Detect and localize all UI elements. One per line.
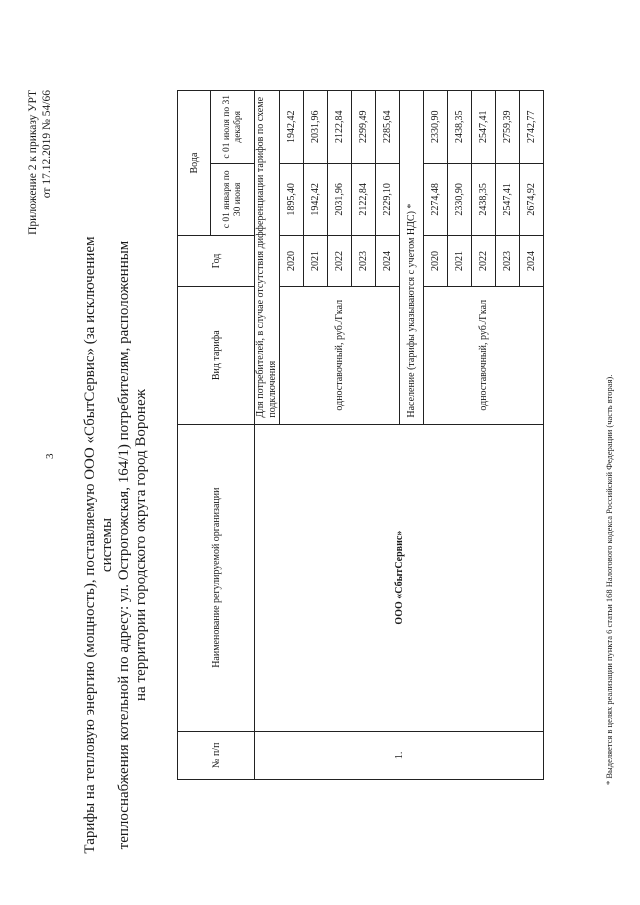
value-cell: 2299,49 [352,91,376,164]
header-num: № п/п [178,731,255,779]
value-cell: 2122,84 [352,163,376,236]
value-cell: 2438,35 [448,91,472,164]
org-name: ООО «СбытСервис» [255,424,544,731]
year-cell: 2023 [352,236,376,287]
value-cell: 2274,48 [424,163,448,236]
tariff-table [177,90,544,780]
value-cell: 2122,84 [328,91,352,164]
header-period-2: с 01 июля по 31 декабря [211,91,255,164]
footnote: * Выделяется в целях реализации пункта 6 статьи 168 Налогового кодекса Российской Федерации (часть вторая). [604,374,614,785]
value-cell: 2674,92 [520,163,544,236]
section-row [255,91,280,780]
section-title: Население (тарифы указываются с учетом НДС) * [400,91,424,425]
document-title [82,225,150,865]
header-tariff-type: Вид тарифа [178,286,255,424]
section-title: Для потребителей, в случае отсутствия дифференциации тарифов по схеме подключения [255,91,280,425]
year-cell: 2021 [304,236,328,287]
value-cell: 2031,96 [328,163,352,236]
row-number: 1. [255,731,544,779]
appendix-reference [26,90,54,235]
title-line-1: Тарифы на тепловую энергию (мощность), поставляемую ООО «СбытСервис» (за исключением системы [82,236,115,854]
page-number: 3 [44,453,56,459]
title-line-2: теплоснабжения котельной по адресу: ул. Острогожская, 164/1) потребителям, расположенным [116,240,132,850]
value-cell: 2547,41 [472,91,496,164]
year-cell: 2020 [280,236,304,287]
appendix-line-2: от 17.12.2019 № 54/66 [41,90,53,199]
value-cell: 2547,41 [496,163,520,236]
year-cell: 2024 [520,236,544,287]
value-cell: 1942,42 [304,163,328,236]
title-line-3: на территории городского округа город Воронеж [133,389,149,701]
value-cell: 1895,40 [280,163,304,236]
year-cell: 2022 [472,236,496,287]
tariff-type: одноставочный, руб./Гкал [280,286,400,424]
year-cell: 2023 [496,236,520,287]
tariff-type: одноставочный, руб./Гкал [424,286,544,424]
value-cell: 2742,77 [520,91,544,164]
value-cell: 2759,39 [496,91,520,164]
value-cell: 2031,96 [304,91,328,164]
value-cell: 2229,10 [376,163,400,236]
header-org: Наименование регулируемой организации [178,424,255,731]
header-period-1: с 01 января по 30 июня [211,163,255,236]
appendix-line-1: Приложение 2 к приказу УРТ [27,90,39,235]
value-cell: 2285,64 [376,91,400,164]
year-cell: 2022 [328,236,352,287]
year-cell: 2024 [376,236,400,287]
value-cell: 2438,35 [472,163,496,236]
header-year: Год [178,236,255,287]
year-cell: 2021 [448,236,472,287]
value-cell: 2330,90 [424,91,448,164]
value-cell: 2330,90 [448,163,472,236]
value-cell: 1942,42 [280,91,304,164]
header-water: Вода [178,91,211,236]
year-cell: 2020 [424,236,448,287]
header-row [178,91,211,780]
